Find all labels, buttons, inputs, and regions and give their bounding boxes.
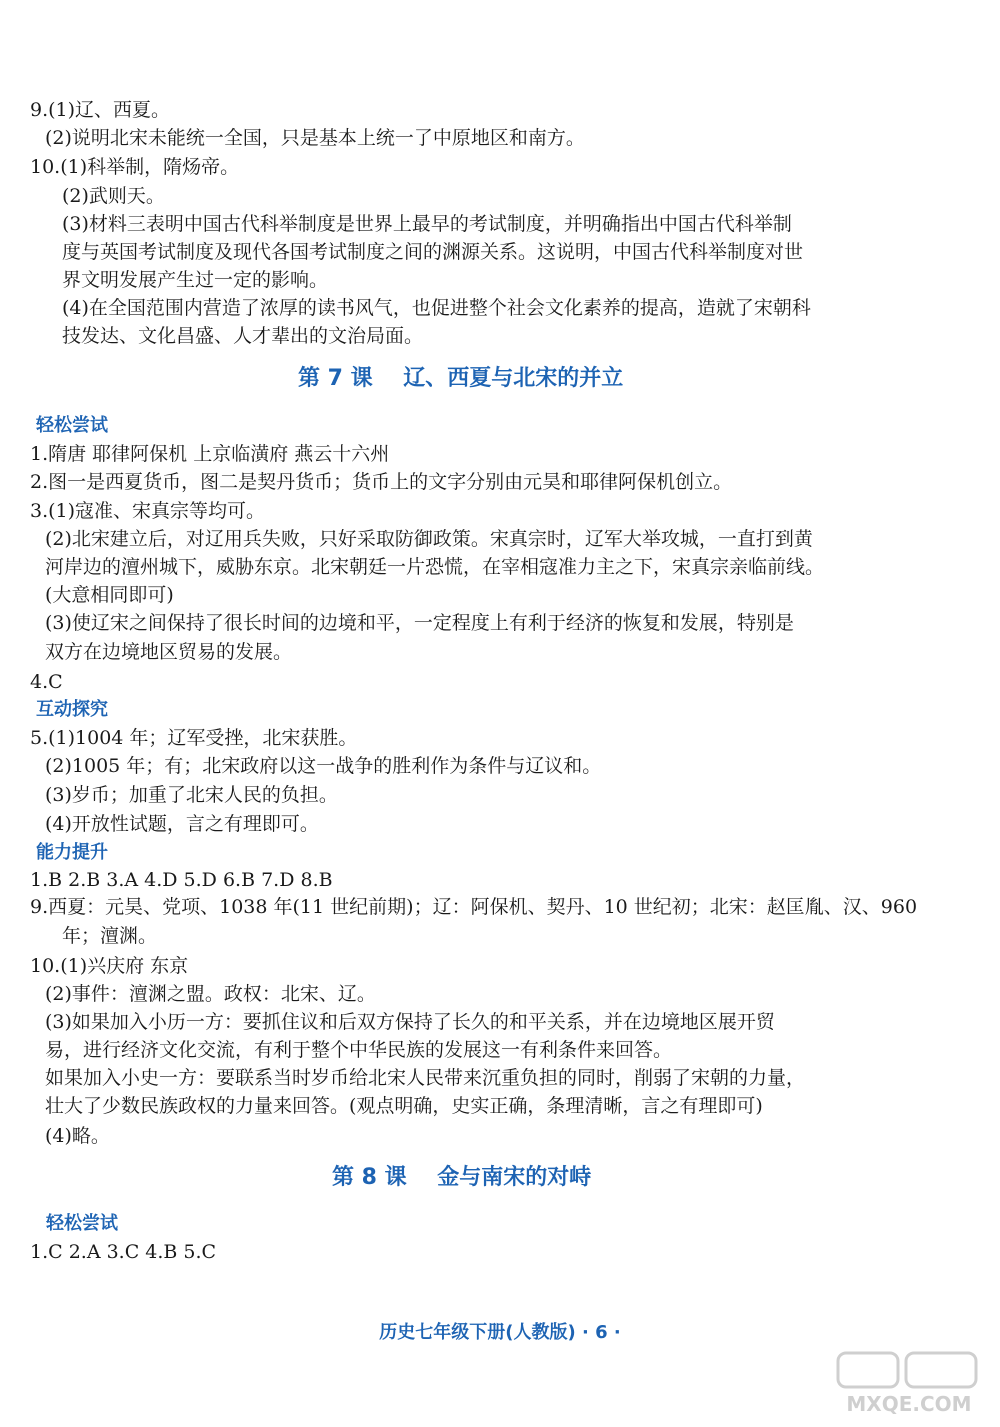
answer-line: 9.西夏：元昊、党项、1038 年(11 世纪前期)；辽：阿保机、契丹、10 世纪初；北宋：赵匡胤、汉、960	[30, 896, 918, 918]
answer-line: (3)材料三表明中国古代科举制度是世界上最早的考试制度，并明确指出中国古代科举制	[62, 213, 792, 235]
page-footer: 历史七年级下册(人教版) · 6 ·	[379, 1322, 621, 1343]
answer-line: (2)事件：澶渊之盟。政权：北宋、辽。	[45, 983, 376, 1005]
answer-line: 度与英国考试制度及现代各国考试制度之间的渊源关系。这说明，中国古代科举制度对世	[62, 241, 804, 263]
section-heading-hudong: 互动探究	[36, 699, 108, 720]
answer-line: (3)岁币；加重了北宋人民的负担。	[45, 784, 338, 806]
section-heading-nengli: 能力提升	[36, 842, 108, 863]
answer-line: 10.(1)科举制，隋炀帝。	[30, 156, 240, 178]
answer-line: 10.(1)兴庆府 东京	[30, 955, 189, 977]
watermark-text: MXQE.COM	[846, 1392, 972, 1416]
answer-line: 双方在边境地区贸易的发展。	[45, 641, 293, 663]
answer-line: 1.B 2.B 3.A 4.D 5.D 6.B 7.D 8.B	[30, 869, 333, 891]
answer-line: 2.图一是西夏货币，图二是契丹货币；货币上的文字分别由元昊和耶律阿保机创立。	[30, 471, 733, 493]
answer-line: 技发达、文化昌盛、人才辈出的文治局面。	[62, 325, 424, 347]
answer-line: 界文明发展产生过一定的影响。	[62, 269, 329, 291]
answer-line: (4)略。	[45, 1125, 110, 1147]
answer-line: 河岸边的澶州城下，威胁东京。北宋朝廷一片恐慌，在宰相寇准力主之下，宋真宗亲临前线。	[45, 556, 825, 578]
answer-line: (4)在全国范围内营造了浓厚的读书风气，也促进整个社会文化素养的提高，造就了宋朝科	[62, 297, 811, 319]
answer-line: 1.隋唐 耶律阿保机 上京临潢府 燕云十六州	[30, 443, 390, 465]
answer-line: (3)使辽宋之间保持了很长时间的边境和平，一定程度上有利于经济的恢复和发展，特别是	[45, 612, 794, 634]
answer-line: (3)如果加入小历一方：要抓住议和后双方保持了长久的和平关系，并在边境地区展开贸	[45, 1011, 775, 1033]
answer-line: (2)说明北宋未能统一全国，只是基本上统一了中原地区和南方。	[45, 127, 585, 149]
lesson-8-heading: 第 8 课 金与南宋的对峙	[332, 1165, 592, 1190]
answer-line: 易，进行经济文化交流，有利于整个中华民族的发展这一有利条件来回答。	[45, 1039, 673, 1061]
watermark-logo	[834, 1349, 984, 1419]
answer-line: 4.C	[30, 671, 63, 693]
answer-line: 如果加入小史一方：要联系当时岁币给北宋人民带来沉重负担的同时，削弱了宋朝的力量，	[45, 1067, 806, 1089]
answer-line: 年；澶渊。	[62, 925, 158, 947]
answer-line: 3.(1)寇准、宋真宗等均可。	[30, 500, 266, 522]
answer-line: (4)开放性试题，言之有理即可。	[45, 813, 319, 835]
answer-line: 5.(1)1004 年；辽军受挫，北宋获胜。	[30, 727, 358, 749]
section-heading-qingsong-2: 轻松尝试	[46, 1213, 118, 1234]
answer-line: (大意相同即可)	[45, 584, 174, 606]
lesson-7-heading: 第 7 课 辽、西夏与北宋的并立	[298, 366, 624, 391]
answer-line: 1.C 2.A 3.C 4.B 5.C	[30, 1241, 217, 1263]
answer-line: (2)北宋建立后，对辽用兵失败，只好采取防御政策。宋真宗时，辽军大举攻城，一直打到黄	[45, 528, 813, 550]
answer-line: 壮大了少数民族政权的力量来回答。(观点明确，史实正确，条理清晰，言之有理即可)	[45, 1095, 763, 1117]
answer-line: (2)武则天。	[62, 185, 165, 207]
answer-line: 9.(1)辽、西夏。	[30, 99, 171, 121]
section-heading-qingsong: 轻松尝试	[36, 415, 108, 436]
answer-line: (2)1005 年；有；北宋政府以这一战争的胜利作为条件与辽议和。	[45, 755, 602, 777]
